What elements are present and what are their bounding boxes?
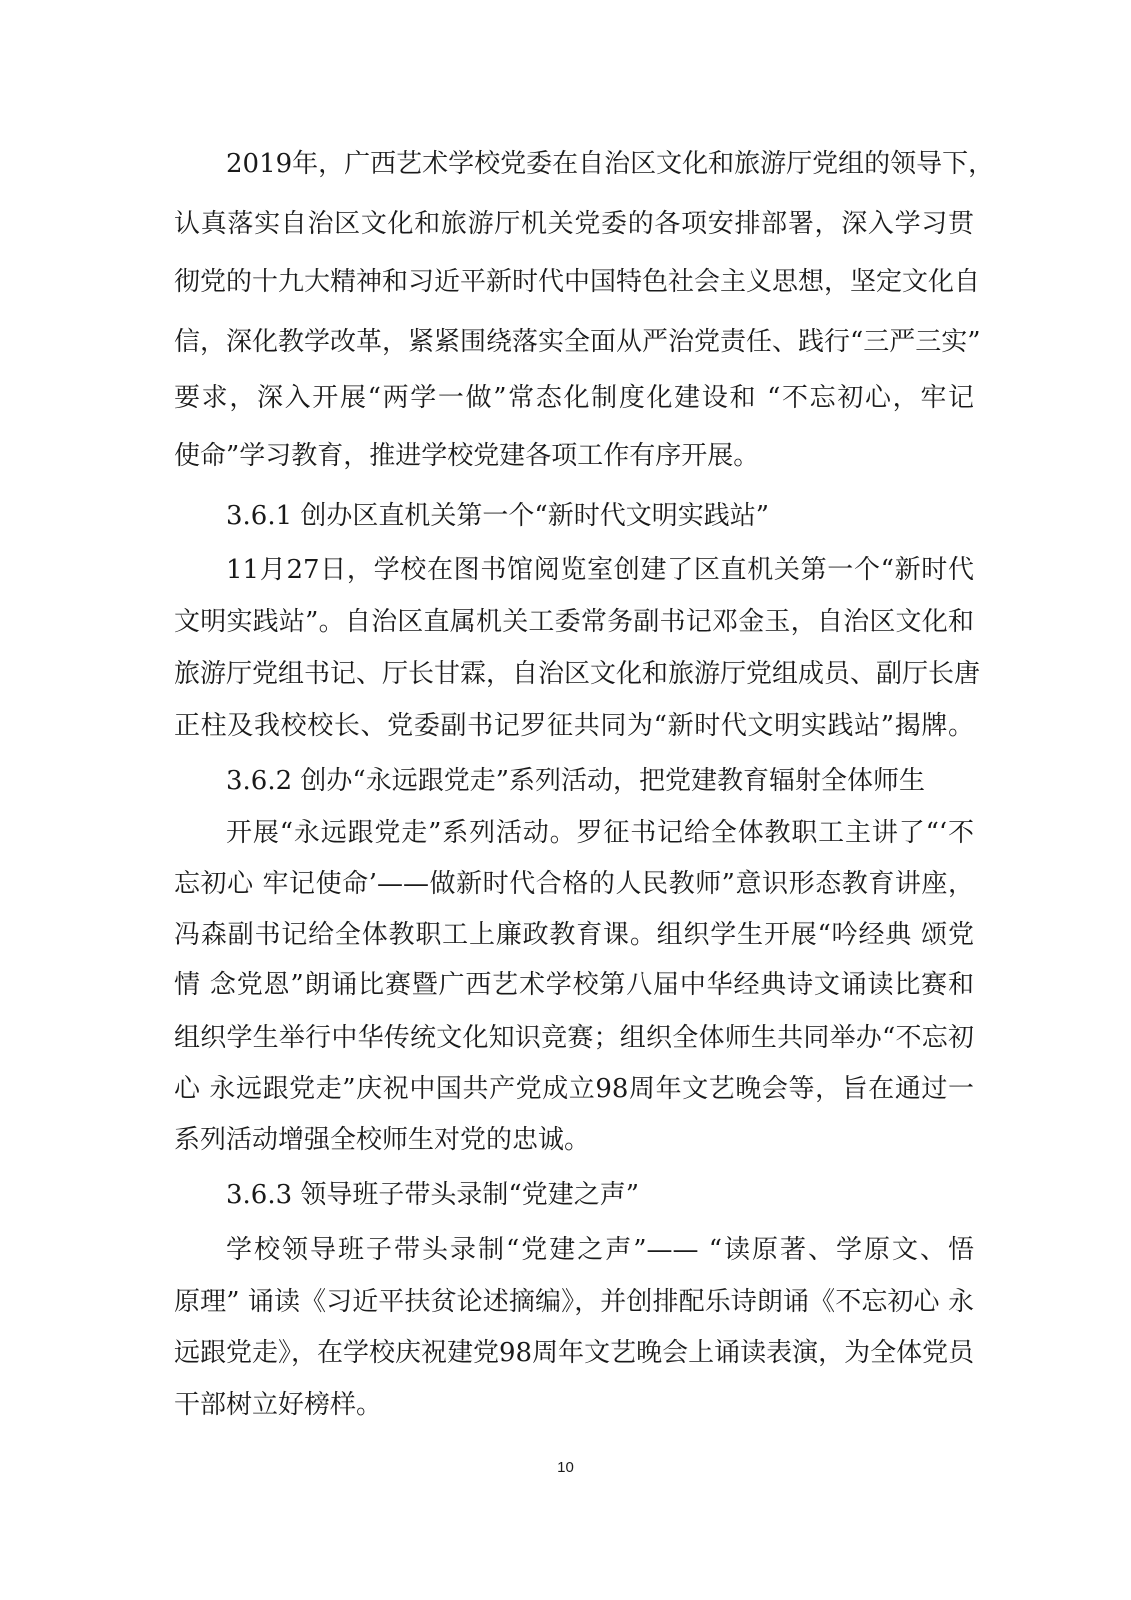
p3-line-4: 情 念党恩”朗诵比赛暨广西艺术学校第八届中华经典诗文诵读比赛和	[174, 970, 974, 1000]
p3-line-3: 冯森副书记给全体教职工上廉政教育课。组织学生开展“吟经典 颂党	[174, 920, 974, 950]
section-heading-3-6-3: 3.6.3 领导班子带头录制“党建之声”	[226, 1180, 640, 1210]
page-number: 10	[557, 1459, 574, 1476]
p1-line-5: 要求，深入开展“两学一做”常态化制度化建设和 “不忘初心，牢记	[174, 383, 974, 413]
p3-line-5: 组织学生举行中华传统文化知识竞赛；组织全体师生共同举办“不忘初	[174, 1023, 974, 1053]
p3-line-6: 心 永远跟党走”庆祝中国共产党成立98周年文艺晚会等，旨在通过一	[174, 1074, 974, 1104]
p1-line-6: 使命”学习教育，推进学校党建各项工作有序开展。	[174, 441, 760, 471]
p1-line-1: 2019年，广西艺术学校党委在自治区文化和旅游厅党组的领导下，	[226, 149, 995, 179]
p1-line-3: 彻党的十九大精神和习近平新时代中国特色社会主义思想，坚定文化自	[174, 267, 981, 297]
p2-line-4: 正柱及我校校长、党委副书记罗征共同为“新时代文明实践站”揭牌。	[174, 711, 974, 741]
p3-line-2: 忘初心 牢记使命’——做新时代合格的人民教师”意识形态教育讲座，	[174, 869, 974, 899]
p2-line-3: 旅游厅党组书记、厅长甘霖，自治区文化和旅游厅党组成员、副厅长唐	[174, 659, 981, 689]
p4-line-1: 学校领导班子带头录制“党建之声”—— “读原著、学原文、悟	[226, 1235, 974, 1265]
p1-line-2: 认真落实自治区文化和旅游厅机关党委的各项安排部署，深入学习贯	[174, 209, 974, 239]
p3-line-7: 系列活动增强全校师生对党的忠诚。	[174, 1125, 591, 1155]
p2-line-2: 文明实践站”。自治区直属机关工委常务副书记邓金玉，自治区文化和	[174, 607, 974, 637]
p2-line-1: 11月27日，学校在图书馆阅览室创建了区直机关第一个“新时代	[226, 555, 974, 585]
p3-line-1: 开展“永远跟党走”系列活动。罗征书记给全体教职工主讲了“‘不	[226, 818, 974, 848]
section-heading-3-6-1: 3.6.1 创办区直机关第一个“新时代文明实践站”	[226, 501, 770, 531]
p1-line-4: 信，深化教学改革，紧紧围绕落实全面从严治党责任、践行“三严三实”	[174, 327, 981, 357]
p4-line-2: 原理” 诵读《习近平扶贫论述摘编》，并创排配乐诗朗诵《不忘初心 永	[174, 1287, 974, 1317]
section-heading-3-6-2: 3.6.2 创办“永远跟党走”系列活动，把党建教育辐射全体师生	[226, 766, 926, 796]
p4-line-3: 远跟党走》，在学校庆祝建党98周年文艺晚会上诵读表演，为全体党员	[174, 1338, 975, 1368]
p4-line-4: 干部树立好榜样。	[174, 1390, 383, 1420]
